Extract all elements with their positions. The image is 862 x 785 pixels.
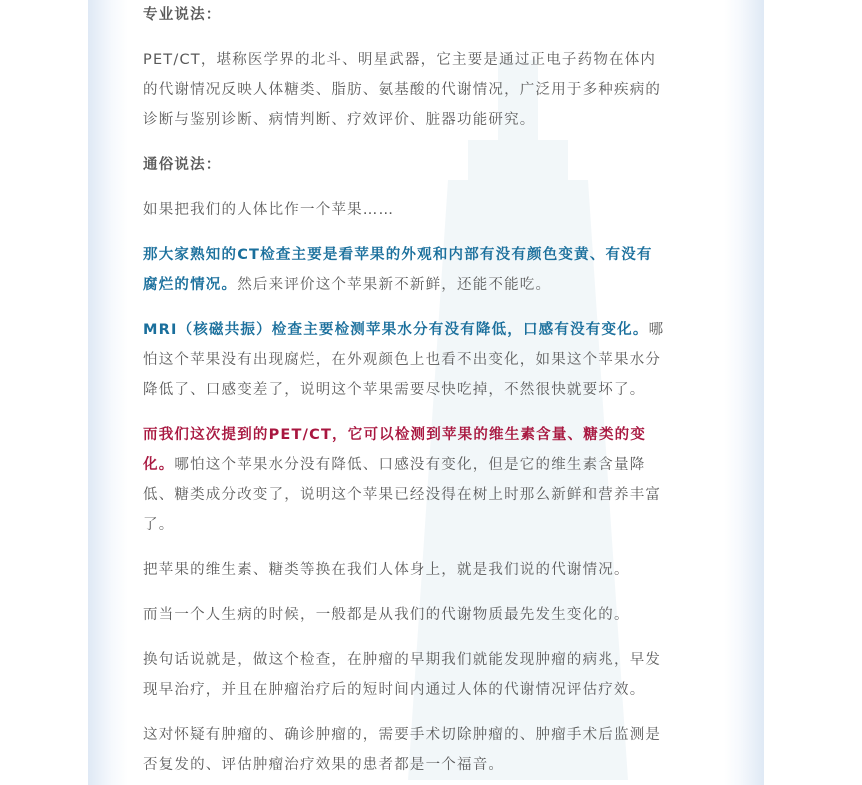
professional-heading: 专业说法： [143,7,222,23]
pet-line-2 [143,450,645,480]
popular-heading: 通俗说法： [143,157,222,173]
mri-highlight: MRI（核磁共振）检查主要检测苹果水分有没有降低，口感有没有变化。 [143,322,649,338]
professional-line-2: 的代谢情况反映人体糖类、脂肪、氨基酸的代谢情况，广泛用于多种疾病的 [143,82,662,98]
disease-change-paragraph: 而当一个人生病的时候，一般都是从我们的代谢物质最先发生变化的。 [143,607,630,623]
pet-line-1 [143,420,646,450]
apple-intro: 如果把我们的人体比作一个苹果…… [143,202,395,218]
early-detection-line-2: 现早治疗，并且在肿瘤治疗后的短时间内通过人体的代谢情况评估疗效。 [143,682,646,698]
pet-line-4: 了。 [143,517,175,533]
ct-highlight-1: 那大家熟知的CT检查主要是看苹果的外观和内部有没有颜色变黄、有没有 [143,247,653,263]
pet-highlight-2: 化。 [143,457,175,473]
professional-line-3: 诊断与鉴别诊断、病情判断、疗效评价、脏器功能研究。 [143,112,536,128]
mri-line-1 [143,315,664,345]
pet-rest-2: 哪怕这个苹果水分没有降低、口感没有变化，但是它的维生素含量降 [174,457,646,473]
ct-rest: 然后来评价这个苹果新不新鲜，还能不能吃。 [237,277,552,293]
metabolism-paragraph: 把苹果的维生素、糖类等换在我们人体身上，就是我们说的代谢情况。 [143,562,630,578]
mri-line-3: 降低了、口感变差了，说明这个苹果需要尽快吃掉，不然很快就要坏了。 [143,382,646,398]
mri-rest-1: 哪 [648,322,665,338]
ct-line-1 [143,240,653,270]
ct-highlight-2: 腐烂的情况。 [143,277,238,293]
blessing-line-1: 这对怀疑有肿瘤的、确诊肿瘤的，需要手术切除肿瘤的、肿瘤手术后监测是 [143,727,662,743]
early-detection-line-1: 换句话说就是，做这个检查，在肿瘤的早期我们就能发现肿瘤的病兆，早发 [143,652,662,668]
mri-line-2: 怕这个苹果没有出现腐烂，在外观颜色上也看不出变化，如果这个苹果水分 [143,352,662,368]
ct-line-2 [143,270,551,300]
professional-line-1: PET/CT，堪称医学界的北斗、明星武器，它主要是通过正电子药物在体内 [143,52,657,68]
pet-highlight-1: 而我们这次提到的PET/CT，它可以检测到苹果的维生素含量、糖类的变 [143,427,647,443]
blessing-line-2: 否复发的、评估肿瘤治疗效果的患者都是一个福音。 [143,757,505,773]
pet-line-3: 低、糖类成分改变了，说明这个苹果已经没得在树上时那么新鲜和营养丰富 [143,487,662,503]
